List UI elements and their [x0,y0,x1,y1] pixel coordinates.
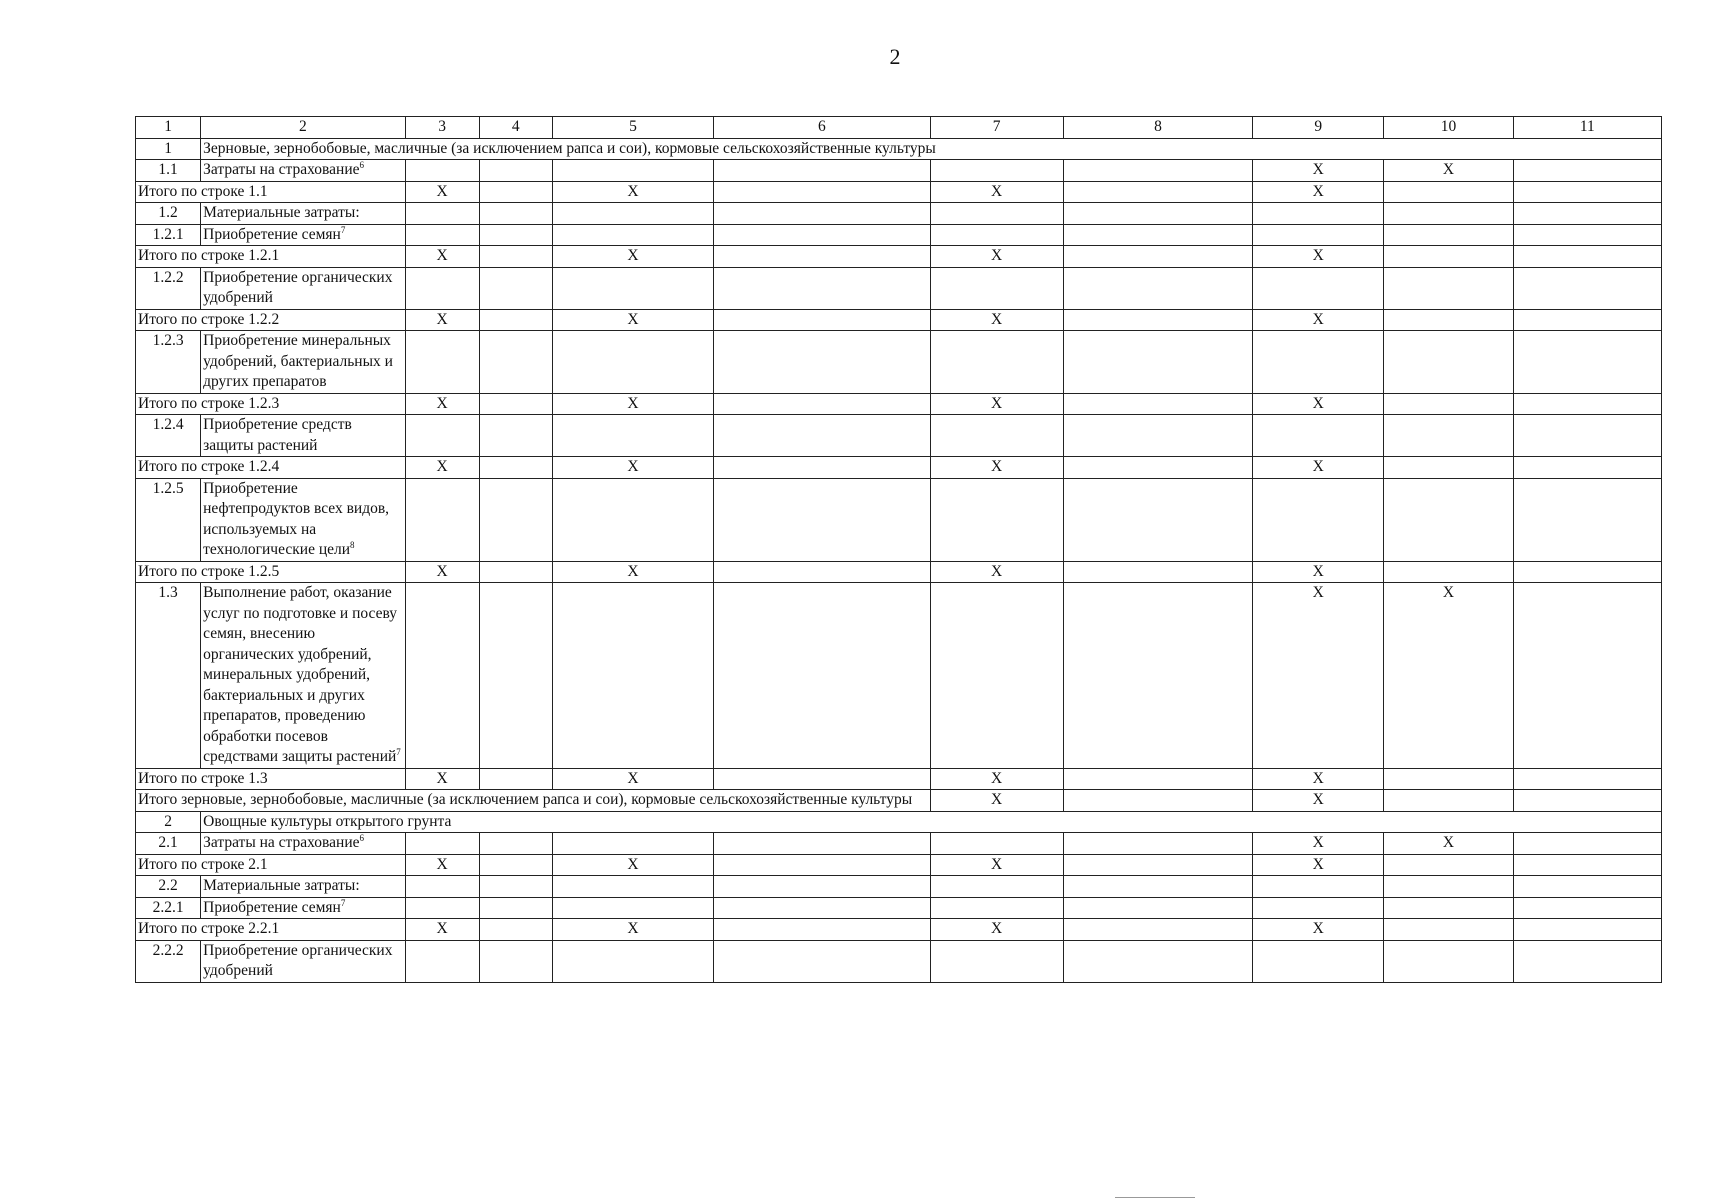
table-row [136,393,1662,415]
value-cell [1063,583,1252,769]
footnote-ref: 7 [396,747,401,757]
value-cell [405,833,479,855]
table-row [136,919,1662,941]
row-label-text: Приобретение органических удобрений [203,941,393,979]
value-cell [1384,309,1513,331]
value-cell [1513,919,1661,941]
column-header: 11 [1513,117,1661,139]
column-header: 8 [1063,117,1252,139]
value-cell [479,919,552,941]
value-cell: X [1253,181,1384,203]
table-row [136,876,1662,898]
value-cell [479,415,552,457]
value-cell [552,897,713,919]
row-label [201,940,405,982]
table-row [136,897,1662,919]
value-cell [405,267,479,309]
row-number: 1.2.2 [136,267,201,309]
value-cell [714,415,930,457]
row-number: 1.2.4 [136,415,201,457]
section-title: Зерновые, зернобобовые, масличные (за исключением рапса и сои), кормовые сельскохозяйственные культуры [201,138,1662,160]
value-cell [714,897,930,919]
value-cell [930,876,1063,898]
row-number: 2.2.1 [136,897,201,919]
value-cell [714,583,930,769]
value-cell [1063,181,1252,203]
value-cell [1384,897,1513,919]
value-cell [479,561,552,583]
value-cell [405,160,479,182]
value-cell [714,854,930,876]
value-cell [1384,768,1513,790]
value-cell [1513,224,1661,246]
value-cell [930,267,1063,309]
value-cell [552,267,713,309]
row-number: 1.1 [136,160,201,182]
total-label: Итого по строке 1.2.2 [136,309,406,331]
value-cell [1063,331,1252,394]
value-cell [405,203,479,225]
page-number: 2 [889,44,901,69]
table-row [136,833,1662,855]
value-cell: X [1253,457,1384,479]
column-header: 6 [714,117,930,139]
value-cell [1063,246,1252,268]
value-cell [1513,457,1661,479]
value-cell [714,203,930,225]
value-cell: X [930,768,1063,790]
value-cell [714,561,930,583]
value-cell [1063,393,1252,415]
value-cell [1513,897,1661,919]
value-cell [1063,457,1252,479]
value-cell [714,876,930,898]
row-label-text: Материальные затраты: [203,204,360,221]
value-cell [1513,393,1661,415]
footnote-ref: 8 [350,540,355,550]
value-cell: X [405,768,479,790]
value-cell [1513,478,1661,561]
value-cell [714,940,930,982]
table-row [136,309,1662,331]
row-label-text: Выполнение работ, оказание услуг по подготовке и посеву семян, внесению органических удобрений, минеральных удобрений, бактериальных и других препаратов, проведению обработки посевов средствами защиты растений [203,584,398,765]
column-header: 7 [930,117,1063,139]
value-cell [1513,160,1661,182]
value-cell [479,768,552,790]
value-cell [1063,160,1252,182]
value-cell [1253,897,1384,919]
value-cell [405,224,479,246]
value-cell [405,415,479,457]
value-cell [930,203,1063,225]
value-cell [1513,833,1661,855]
value-cell [1384,181,1513,203]
value-cell [714,478,930,561]
table-row [136,854,1662,876]
value-cell [714,309,930,331]
value-cell [930,160,1063,182]
value-cell [1384,224,1513,246]
value-cell [1063,309,1252,331]
value-cell [1384,876,1513,898]
row-label [201,160,405,182]
value-cell [714,224,930,246]
value-cell [479,267,552,309]
value-cell: X [1253,768,1384,790]
value-cell [1063,224,1252,246]
value-cell [405,331,479,394]
value-cell [714,393,930,415]
value-cell [930,833,1063,855]
table-row [136,224,1662,246]
row-number: 1.2.3 [136,331,201,394]
value-cell [930,940,1063,982]
value-cell: X [552,854,713,876]
value-cell [1384,393,1513,415]
total-label: Итого по строке 1.3 [136,768,406,790]
total-label: Итого по строке 1.2.3 [136,393,406,415]
row-number: 2 [136,811,201,833]
value-cell [1513,309,1661,331]
value-cell [552,160,713,182]
value-cell: X [1253,833,1384,855]
column-header: 4 [479,117,552,139]
table-row [136,811,1662,833]
value-cell [1384,246,1513,268]
value-cell [1063,768,1252,790]
value-cell [1384,457,1513,479]
value-cell [1063,919,1252,941]
value-cell [1063,267,1252,309]
value-cell: X [1253,919,1384,941]
value-cell [1384,267,1513,309]
row-label [201,331,405,394]
value-cell: X [405,181,479,203]
value-cell: X [930,919,1063,941]
value-cell: X [552,561,713,583]
row-number: 1.2 [136,203,201,225]
value-cell: X [1253,309,1384,331]
value-cell [1063,415,1252,457]
value-cell [479,876,552,898]
value-cell [1513,246,1661,268]
value-cell: X [930,561,1063,583]
row-number: 1.2.1 [136,224,201,246]
value-cell [1513,267,1661,309]
value-cell [1063,478,1252,561]
value-cell [1513,181,1661,203]
value-cell [1063,940,1252,982]
value-cell [714,267,930,309]
value-cell [552,940,713,982]
value-cell: X [552,309,713,331]
value-cell: X [552,768,713,790]
total-label: Итого по строке 1.2.1 [136,246,406,268]
value-cell [479,331,552,394]
value-cell [1253,876,1384,898]
value-cell: X [405,854,479,876]
column-header: 10 [1384,117,1513,139]
value-cell: X [930,854,1063,876]
value-cell [552,583,713,769]
value-cell [479,583,552,769]
value-cell [552,224,713,246]
value-cell: X [552,919,713,941]
value-cell: X [1253,790,1384,812]
value-cell [1063,833,1252,855]
row-label [201,415,405,457]
value-cell [714,160,930,182]
table-row [136,181,1662,203]
value-cell [1384,415,1513,457]
value-cell [479,897,552,919]
value-cell [714,457,930,479]
value-cell [1513,415,1661,457]
row-label-text: Приобретение семян [203,225,341,243]
table-row [136,246,1662,268]
table-row [136,267,1662,309]
value-cell [1384,854,1513,876]
value-cell [479,160,552,182]
value-cell [1384,790,1513,812]
value-cell [1253,415,1384,457]
value-cell: X [930,181,1063,203]
value-cell [479,393,552,415]
value-cell [1253,267,1384,309]
row-label-text: Приобретение средств защиты растений [203,416,352,454]
value-cell: X [1253,160,1384,182]
total-label: Итого по строке 1.2.4 [136,457,406,479]
value-cell [714,919,930,941]
table-row [136,415,1662,457]
column-header: 3 [405,117,479,139]
value-cell: X [930,309,1063,331]
row-label-text: Приобретение органических удобрений [203,268,393,306]
row-label-text: Материальные затраты: [203,877,360,894]
value-cell [1384,919,1513,941]
value-cell [714,181,930,203]
value-cell [1063,790,1252,812]
row-label-text: Затраты на страхование [203,161,360,178]
table-row [136,768,1662,790]
value-cell: X [1384,583,1513,769]
section-title: Овощные культуры открытого грунта [201,811,1662,833]
value-cell: X [930,393,1063,415]
value-cell [1063,854,1252,876]
value-cell: X [1253,393,1384,415]
value-cell: X [552,181,713,203]
value-cell: X [405,561,479,583]
value-cell [552,478,713,561]
table-row [136,478,1662,561]
value-cell [1384,561,1513,583]
value-cell [405,478,479,561]
footnote-ref: 7 [340,897,346,908]
row-label [201,897,405,919]
table-body [136,117,1662,983]
value-cell [930,331,1063,394]
row-number: 2.2 [136,876,201,898]
value-cell [405,876,479,898]
value-cell [714,331,930,394]
value-cell [479,940,552,982]
value-cell [552,415,713,457]
footer-rule [1115,1197,1195,1198]
value-cell [405,583,479,769]
value-cell: X [1253,246,1384,268]
value-cell [930,224,1063,246]
column-header: 9 [1253,117,1384,139]
total-label: Итого по строке 1.1 [136,181,406,203]
value-cell [930,478,1063,561]
footnote-ref: 7 [340,224,346,235]
value-cell [552,203,713,225]
table-row [136,583,1662,769]
data-table [135,116,1662,983]
value-cell [1253,331,1384,394]
value-cell [1253,224,1384,246]
table-row [136,457,1662,479]
value-cell [479,224,552,246]
row-label [201,203,405,225]
column-header: 5 [552,117,713,139]
value-cell: X [552,246,713,268]
total-label: Итого по строке 2.2.1 [136,919,406,941]
row-number: 2.2.2 [136,940,201,982]
row-label-text: Приобретение семян [203,898,341,916]
value-cell: X [1253,854,1384,876]
value-cell [1063,876,1252,898]
table-row [136,790,1662,812]
value-cell: X [552,393,713,415]
value-cell [930,583,1063,769]
value-cell: X [1384,160,1513,182]
value-cell [1063,561,1252,583]
table-row [136,940,1662,982]
row-number: 2.1 [136,833,201,855]
value-cell [552,833,713,855]
row-number: 1.2.5 [136,478,201,561]
value-cell [405,897,479,919]
footnote-ref: 6 [359,160,365,170]
value-cell: X [552,457,713,479]
footnote-ref: 6 [359,833,365,843]
value-cell [479,181,552,203]
value-cell: X [1384,833,1513,855]
value-cell [479,309,552,331]
value-cell [552,331,713,394]
row-label-text: Приобретение минеральных удобрений, бактериальных и других препаратов [203,332,393,390]
value-cell: X [1253,583,1384,769]
value-cell [1384,940,1513,982]
value-cell [1513,768,1661,790]
value-cell [1063,897,1252,919]
column-header: 2 [201,117,405,139]
value-cell [930,897,1063,919]
value-cell [1513,790,1661,812]
value-cell [405,940,479,982]
value-cell: X [930,457,1063,479]
value-cell [479,854,552,876]
row-label [201,833,405,855]
value-cell: X [930,246,1063,268]
row-label [201,876,405,898]
value-cell [930,415,1063,457]
table-row [136,561,1662,583]
value-cell [1253,203,1384,225]
header-row [136,117,1662,139]
value-cell [1384,203,1513,225]
value-cell: X [405,919,479,941]
value-cell [714,833,930,855]
value-cell [1384,331,1513,394]
column-header: 1 [136,117,201,139]
value-cell [479,833,552,855]
row-number: 1 [136,138,201,160]
table-row [136,203,1662,225]
row-label [201,583,405,769]
value-cell: X [405,246,479,268]
row-label-text: Приобретение нефтепродуктов всех видов, используемых на технологические цели [203,479,390,558]
value-cell [479,478,552,561]
row-label [201,224,405,246]
total-label: Итого по строке 2.1 [136,854,406,876]
value-cell: X [405,457,479,479]
value-cell [1253,940,1384,982]
value-cell [1253,478,1384,561]
value-cell [552,876,713,898]
value-cell [1384,478,1513,561]
total-label: Итого по строке 1.2.5 [136,561,406,583]
value-cell [714,768,930,790]
value-cell [479,246,552,268]
table-row [136,331,1662,394]
value-cell [1513,561,1661,583]
value-cell: X [405,309,479,331]
value-cell [1513,854,1661,876]
value-cell [1063,203,1252,225]
table-row [136,160,1662,182]
row-number: 1.3 [136,583,201,769]
value-cell: X [405,393,479,415]
value-cell [1513,583,1661,769]
value-cell [1513,940,1661,982]
value-cell [1513,331,1661,394]
row-label-text: Затраты на страхование [203,834,360,851]
value-cell [479,457,552,479]
row-label [201,478,405,561]
value-cell: X [1253,561,1384,583]
table-row [136,138,1662,160]
value-cell [714,246,930,268]
grand-total-label: Итого зерновые, зернобобовые, масличные (за исключением рапса и сои), кормовые сельскохозяйственные культуры [136,790,931,812]
value-cell [1513,876,1661,898]
value-cell [1513,203,1661,225]
row-label [201,267,405,309]
value-cell [479,203,552,225]
value-cell: X [930,790,1063,812]
